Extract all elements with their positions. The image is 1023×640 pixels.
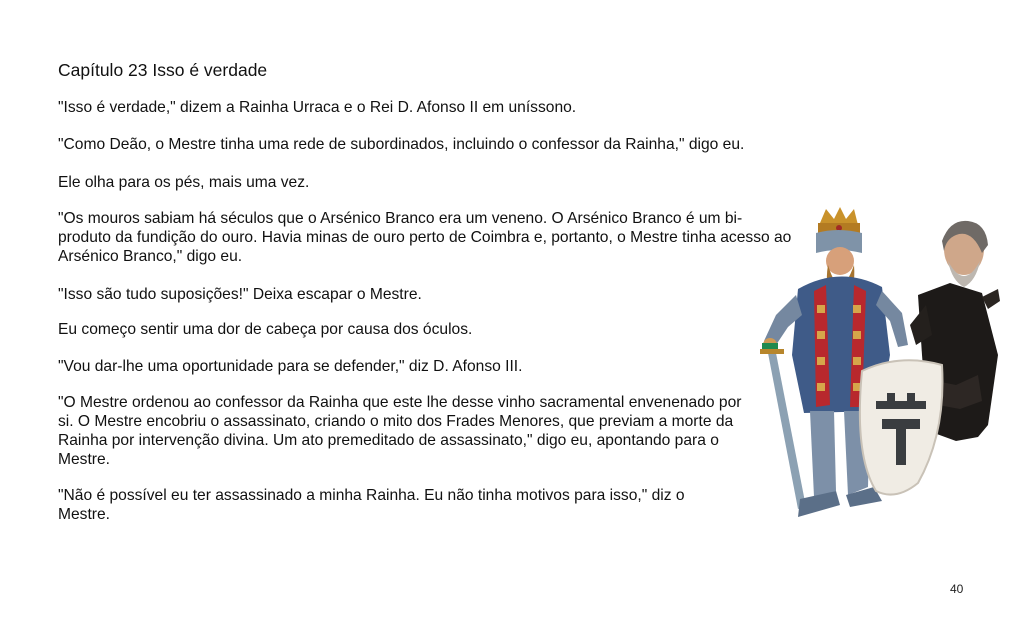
paragraph-3: Ele olha para os pés, mais uma vez. (58, 174, 310, 191)
paragraph-1: "Isso é verdade," dizem a Rainha Urraca e o Rei D. Afonso II em uníssono. (58, 99, 577, 116)
paragraph-9: "Não é possível eu ter assassinado a minha Rainha. Eu não tinha motivos para isso," diz o Mestre. (58, 487, 685, 523)
paragraph-6: Eu começo sentir uma dor de cabeça por causa dos óculos. (58, 321, 473, 338)
paragraph-4: "Os mouros sabiam há séculos que o Arsénico Branco era um veneno. O Arsénico Branco é um bi-produto da fundição do ouro. Havia minas de ouro perto de Coimbra e, portanto, o Mestre tinha acesso ao Arsénico Branco," digo eu. (58, 210, 792, 265)
paragraph-2: "Como Deão, o Mestre tinha uma rede de subordinados, incluindo o confessor da Rainha," digo eu. (58, 136, 745, 153)
paragraph-7: "Vou dar-lhe uma oportunidade para se defender," diz D. Afonso III. (58, 358, 523, 375)
page-number: 40 (950, 582, 964, 596)
king-and-master-illustration (750, 205, 1010, 527)
chapter-title: Capítulo 23 Isso é verdade (58, 60, 268, 80)
king-figure (760, 207, 943, 517)
paragraph-5: "Isso são tudo suposições!" Deixa escapar o Mestre. (58, 286, 422, 303)
paragraph-8: "O Mestre ordenou ao confessor da Rainha que este lhe desse vinho sacramental envenenado por si. O Mestre encobriu o assassinato, criando o mito dos Frades Menores, que previam a morte da Rainha por intervenção divina. Um ato premeditado de assassinato," digo eu, apontando para o Mestre. (58, 394, 742, 468)
